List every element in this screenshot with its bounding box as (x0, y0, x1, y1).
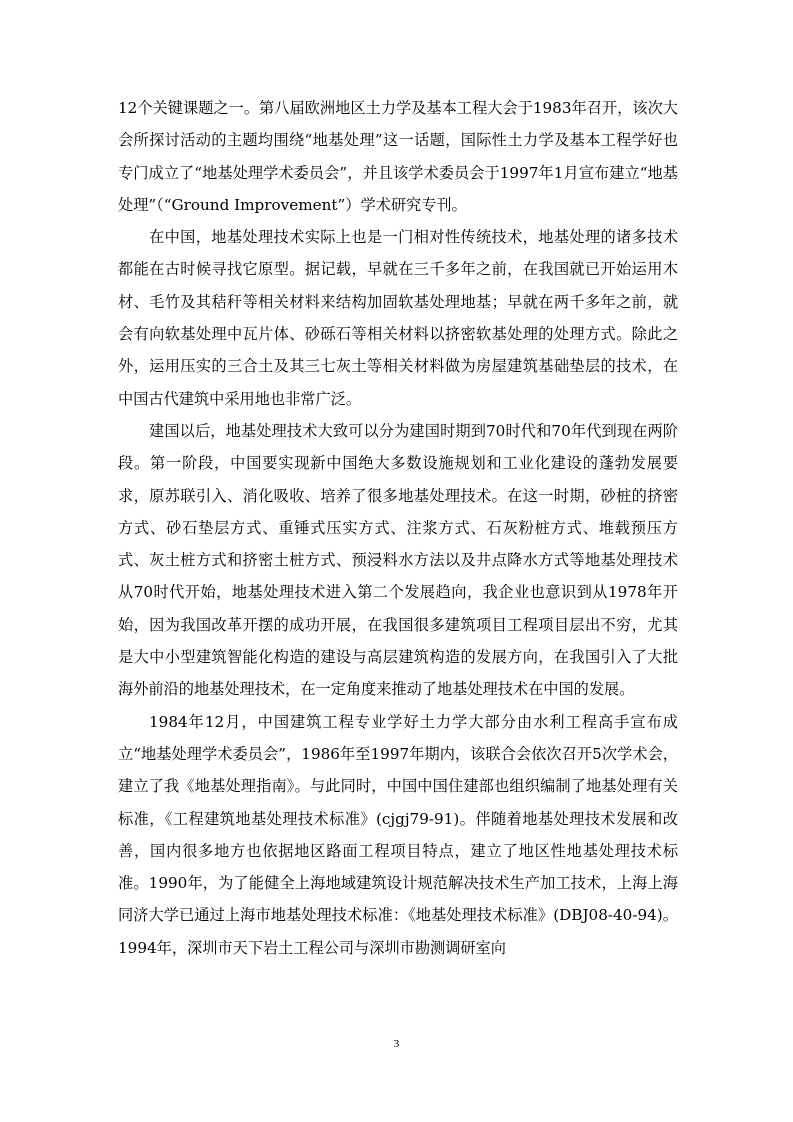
paragraph-2: 在中国，地基处理技术实际上也是一门相对性传统技术，地基处理的诸多技术都能在古时候寻找它原型。据记载，早就在三千多年之前，在我国就已开始运用木材、毛竹及其秸秆等相关材料来结构加固软基处理地基；早就在两千多年之前，就会有向软基处理中瓦片体、砂砾石等相关材料以挤密软基处理的处理方式。除此之外，运用压实的三合土及其三七灰土等相关材料做为房屋建筑基础垫层的技术，在中国古代建筑中采用地也非常广泛。 (118, 228, 678, 408)
paragraph-1: 12个关键课题之一。第八届欧洲地区土力学及基本工程大会于1983年召开，该次大会所探讨活动的主题均围绕“地基处理”这一话题，国际性土力学及基本工程学好也专门成立了“地基处理学术委员会”，并且该学术委员会于1997年1月宣布建立“地基处理”（“Ground Improvement”）学术研究专刊。 (118, 99, 678, 214)
body-text (118, 92, 678, 964)
paragraph-3: 建国以后，地基处理技术大致可以分为建国时期到70时代和70年代到现在两阶段。第一阶段，中国要实现新中国绝大多数设施规划和工业化建设的蓬勃发展要求，原苏联引入、消化吸收、培养了很多地基处理技术。在这一时期，砂桩的挤密方式、砂石垫层方式、重锤式压实方式、注浆方式、石灰粉桩方式、堆载预压方式、灰土桩方式和挤密土桩方式、预浸料水方法以及井点降水方式等地基处理技术从70时代开始，地基处理技术进入第二个发展趋向，我企业也意识到从1978年开始，因为我国改革开摆的成功开展，在我国很多建筑项目工程项目层出不穷，尤其是大中小型建筑智能化构造的建设与高层建筑构造的发展方向，在我国引入了大批海外前沿的地基处理技术，在一定角度来推动了地基处理技术在中国的发展。 (118, 421, 678, 699)
page-number: 3 (393, 1038, 400, 1050)
paragraph-4: 1984年12月，中国建筑工程专业学好土力学大部分由水利工程高手宣布成立“地基处理学术委员会”，1986年至1997年期内，该联合会依次召开5次学术会，建立了我《地基处理指南》。与此同时，中国中国住建部也组织编制了地基处理有关标准，《工程建筑地基处理技术标准》(cjgj79-91)。伴随着地基处理技术发展和改善，国内很多地方也依据地区路面工程项目特点，建立了地区性地基处理技术标准。1990年，为了能健全上海地域建筑设计规范解决技术生产加工技术，上海上海同济大学已通过上海市地基处理技术标准：《地基处理技术标准》(DBJ08-40-94)。1994年，深圳市天下岩土工程公司与深圳市勘测调研室向 (118, 712, 678, 957)
